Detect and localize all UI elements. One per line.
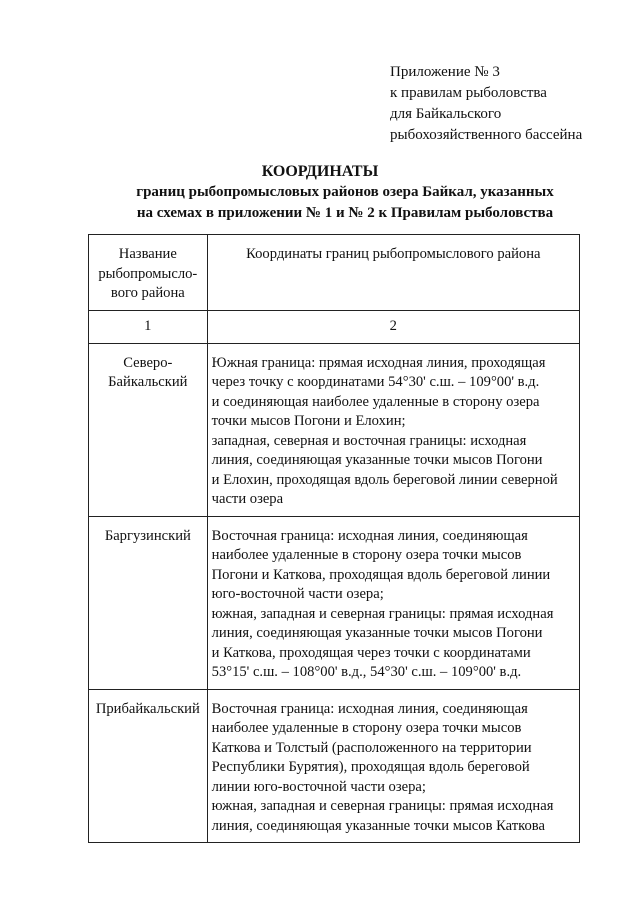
- coords-line: линии юго-восточной части озера;: [211, 778, 426, 795]
- header-coords-label: Координаты границ рыбопромыслового района: [246, 246, 541, 262]
- coords-line: и соединяющая наиболее удаленные в сторону озера: [211, 393, 540, 410]
- coords-line: Республики Бурятия), проходящая вдоль береговой: [211, 759, 530, 775]
- subtitle-line: на схемах в приложении № 1 и № 2 к Правилам рыболовства: [136, 205, 554, 221]
- district-coords-cell: [207, 689, 579, 843]
- table-row: [89, 516, 580, 689]
- appendix-note: [390, 62, 582, 146]
- header-cell-name: [89, 235, 208, 311]
- coords-line: Восточная граница: исходная линия, соединяющая: [211, 700, 528, 717]
- appendix-line: к правилам рыболовства: [390, 85, 547, 101]
- column-number-1: 1: [89, 310, 208, 343]
- coordinates-table: [88, 234, 580, 843]
- document-subtitle: [100, 182, 590, 224]
- district-name-cell: [89, 689, 208, 843]
- coords-line: через точку с координатами 54°30' с.ш. – 109°00' в.д.: [211, 374, 540, 390]
- column-number-2: 2: [207, 310, 579, 343]
- coords-line: линия, соединяющая указанные точки мысов Погони: [211, 452, 543, 468]
- header-name-line: Название: [118, 246, 177, 262]
- district-name-line: Баргузинский: [104, 527, 191, 544]
- coords-line: юго-восточной части озера;: [211, 586, 384, 602]
- district-name-line: Байкальский: [108, 374, 188, 390]
- coords-line: 53°15' с.ш. – 108°00' в.д., 54°30' с.ш. – 109°00' в.д.: [211, 664, 522, 680]
- header-name-line: рыбопромысло-: [98, 265, 198, 282]
- district-name-cell: [89, 343, 208, 516]
- coords-line: наиболее удаленные в сторону озера точки мысов: [211, 720, 522, 736]
- coords-line: Каткова и Толстый (расположенного на территории: [211, 739, 532, 756]
- appendix-line: Приложение № 3: [390, 64, 500, 80]
- coords-line: южная, западная и северная границы: прямая исходная: [211, 605, 554, 622]
- header-cell-coords: [207, 235, 579, 311]
- coords-line: и Елохин, проходящая вдоль береговой линии северной: [211, 471, 558, 488]
- column-number-row: [89, 310, 580, 343]
- coords-line: точки мысов Погони и Елохин;: [211, 413, 406, 429]
- subtitle-line: границ рыбопромысловых районов озера Байкал, указанных: [136, 184, 554, 200]
- appendix-line: для Байкальского: [390, 106, 502, 122]
- district-name-line: Прибайкальский: [95, 700, 200, 717]
- coords-line: Южная граница: прямая исходная линия, проходящая: [211, 354, 546, 371]
- coords-line: западная, северная и восточная границы: исходная: [211, 432, 527, 449]
- table-row: [89, 343, 580, 516]
- coords-line: южная, западная и северная границы: прямая исходная: [211, 798, 554, 814]
- district-name-cell: [89, 516, 208, 689]
- coords-line: Восточная граница: исходная линия, соединяющая: [211, 527, 528, 544]
- header-name-line: вого района: [110, 285, 185, 301]
- appendix-line: рыбохозяйственного бассейна: [390, 127, 583, 143]
- district-coords-cell: [207, 343, 579, 516]
- table-header-row: [89, 235, 580, 311]
- coords-line: части озера: [211, 491, 284, 507]
- table-row: [89, 689, 580, 843]
- coords-line: и Каткова, проходящая через точки с координатами: [211, 644, 531, 661]
- coords-line: линия, соединяющая указанные точки мысов Каткова: [211, 817, 545, 834]
- document-title: КООРДИНАТЫ: [261, 163, 379, 180]
- district-coords-cell: [207, 516, 579, 689]
- coords-line: Погони и Каткова, проходящая вдоль береговой линии: [211, 566, 551, 583]
- coords-line: наиболее удаленные в сторону озера точки мысов: [211, 547, 522, 563]
- coords-line: линия, соединяющая указанные точки мысов Погони: [211, 625, 543, 641]
- district-name-line: Северо-: [123, 354, 173, 371]
